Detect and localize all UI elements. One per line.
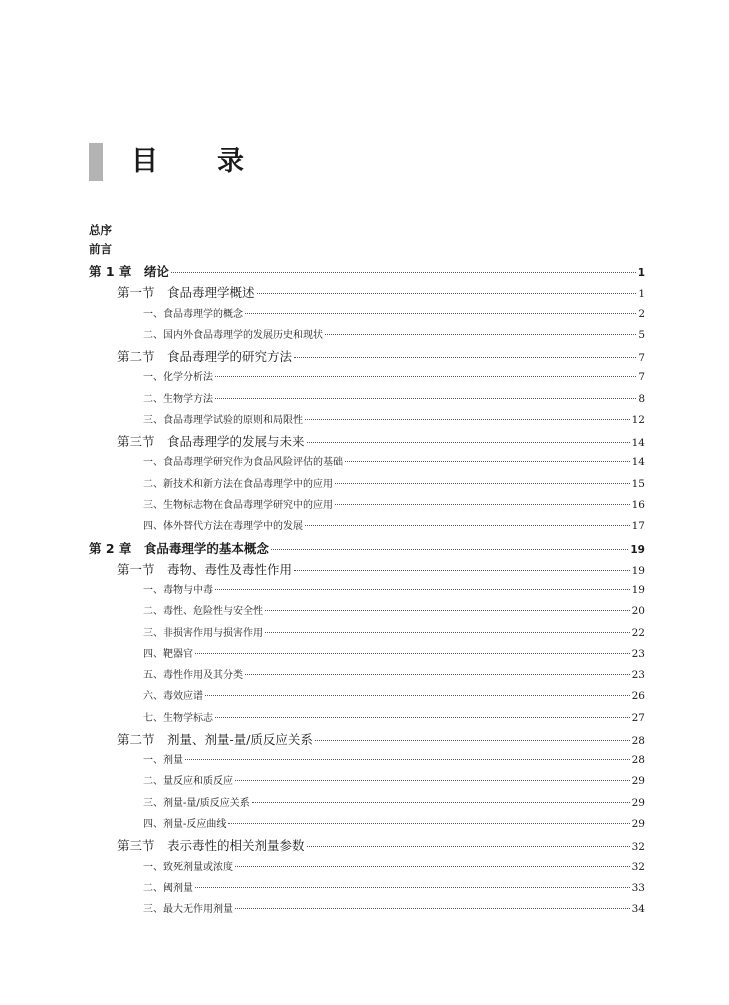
toc-section-entry[interactable] <box>117 836 645 854</box>
toc-entry-label: 一、致死剂量或浓度 <box>143 861 233 873</box>
toc-dot-leader <box>228 823 629 824</box>
toc-item-entry[interactable] <box>143 900 645 915</box>
toc-item-entry[interactable] <box>143 709 645 724</box>
toc-item-entry[interactable] <box>143 581 645 596</box>
toc-dot-leader <box>235 908 630 909</box>
toc-dot-leader <box>271 549 628 550</box>
toc-item-entry[interactable] <box>143 368 645 383</box>
toc-entry-label: 第二节 剂量、剂量-量/质反应关系 <box>117 731 313 747</box>
toc-dot-leader <box>171 272 636 273</box>
toc-page-number: 14 <box>631 437 645 450</box>
toc-heading <box>89 143 389 181</box>
toc-page-number: 20 <box>631 605 645 618</box>
toc-item-entry[interactable] <box>143 687 645 702</box>
toc-dot-leader <box>257 293 637 294</box>
toc-dot-leader <box>294 570 630 571</box>
toc-page-number: 33 <box>631 881 645 894</box>
toc-entry-label: 六、毒效应谱 <box>143 691 203 703</box>
toc-dot-leader <box>205 695 630 696</box>
toc-page-number: 14 <box>631 456 645 469</box>
toc-item-entry[interactable] <box>143 772 645 787</box>
toc-item-entry[interactable] <box>143 645 645 660</box>
heading-char-1: 目 <box>131 146 158 177</box>
toc-dot-leader <box>294 357 636 358</box>
toc-dot-leader <box>335 504 630 505</box>
toc-entry-label: 二、生物学方法 <box>143 393 213 405</box>
toc-dot-leader <box>185 759 630 760</box>
toc-item-entry[interactable] <box>143 326 645 341</box>
toc-entry-label: 二、阈剂量 <box>143 882 193 894</box>
toc-item-entry[interactable] <box>143 624 645 639</box>
toc-front-matter-label: 总序 <box>89 223 112 237</box>
toc-front-matter-label: 前言 <box>89 242 112 256</box>
toc-page-number: 7 <box>638 371 645 384</box>
toc-item-entry[interactable] <box>143 475 645 490</box>
toc-section-entry[interactable] <box>117 730 645 748</box>
toc-entry-label: 第 2 章 食品毒理学的基本概念 <box>89 540 269 556</box>
toc-page-number: 7 <box>638 352 645 365</box>
toc-page-number: 26 <box>631 690 645 703</box>
toc-entry-label: 第三节 食品毒理学的发展与未来 <box>117 434 305 450</box>
toc-page-number: 22 <box>631 626 645 639</box>
toc-dot-leader <box>252 802 630 803</box>
toc-item-entry[interactable] <box>143 815 645 830</box>
toc-entry-label: 二、新技术和新方法在食品毒理学中的应用 <box>143 478 333 490</box>
toc-page-number: 28 <box>631 734 645 747</box>
toc-item-entry[interactable] <box>143 411 645 426</box>
toc-section-entry[interactable] <box>117 283 645 301</box>
toc-page-number: 28 <box>631 754 645 767</box>
toc-entry-label: 第一节 毒物、毒性及毒性作用 <box>117 561 293 577</box>
toc-chapter-entry[interactable] <box>89 262 645 280</box>
toc-page-number: 15 <box>631 477 645 490</box>
toc-page-number: 12 <box>631 413 645 426</box>
toc-dot-leader <box>315 740 630 741</box>
toc-item-entry[interactable] <box>143 794 645 809</box>
toc-dot-leader <box>215 589 630 590</box>
toc-item-entry[interactable] <box>143 666 645 681</box>
toc-page-number: 1 <box>638 288 645 301</box>
toc-entry-label: 四、剂量-反应曲线 <box>143 819 227 831</box>
toc-page-number: 23 <box>631 669 645 682</box>
toc-page-number: 23 <box>631 647 645 660</box>
toc-page-number: 5 <box>638 328 645 341</box>
toc-dot-leader <box>307 846 630 847</box>
toc-item-entry[interactable] <box>143 390 645 405</box>
toc-entry-label: 三、剂量-量/质反应关系 <box>143 797 250 809</box>
toc-page-number: 32 <box>631 841 645 854</box>
toc-entry-label: 二、国内外食品毒理学的发展历史和现状 <box>143 329 323 341</box>
toc-dot-leader <box>265 610 630 611</box>
toc-entry-label: 三、最大无作用剂量 <box>143 904 233 916</box>
toc-entry-label: 一、化学分析法 <box>143 372 213 384</box>
heading-accent-bar <box>89 143 103 181</box>
toc-page-number: 19 <box>631 564 645 577</box>
toc-entry-label: 一、剂量 <box>143 755 183 767</box>
toc-page-number: 8 <box>638 392 645 405</box>
toc-item-entry[interactable] <box>143 453 645 468</box>
toc-page-number: 29 <box>631 796 645 809</box>
toc-entry-label: 第二节 食品毒理学的研究方法 <box>117 349 293 365</box>
toc-dot-leader <box>265 632 630 633</box>
toc-item-entry[interactable] <box>143 751 645 766</box>
toc-chapter-entry[interactable] <box>89 539 645 557</box>
toc-front-matter-item[interactable] <box>89 241 112 257</box>
toc-dot-leader <box>325 334 636 335</box>
toc-item-entry[interactable] <box>143 517 645 532</box>
toc-front-matter-item[interactable] <box>89 222 112 238</box>
toc-entry-label: 三、食品毒理学试验的原则和局限性 <box>143 414 303 426</box>
toc-page-number: 17 <box>631 520 645 533</box>
toc-dot-leader <box>245 674 630 675</box>
toc-entry-label: 第 1 章 绪论 <box>89 264 169 279</box>
toc-dot-leader <box>195 653 630 654</box>
toc-page-number: 16 <box>631 498 645 511</box>
toc-dot-leader <box>305 525 630 526</box>
toc-dot-leader <box>245 313 636 314</box>
toc-entry-label: 一、食品毒理学研究作为食品风险评估的基础 <box>143 457 343 469</box>
toc-entry-label: 第三节 表示毒性的相关剂量参数 <box>117 838 305 854</box>
toc-page-number: 32 <box>631 860 645 873</box>
toc-entry-label: 一、食品毒理学的概念 <box>143 308 243 320</box>
toc-entry-label: 五、毒性作用及其分类 <box>143 670 243 682</box>
toc-dot-leader <box>195 887 630 888</box>
toc-section-entry[interactable] <box>117 347 645 365</box>
toc-item-entry[interactable] <box>143 879 645 894</box>
toc-dot-leader <box>335 483 630 484</box>
toc-entry-label: 三、生物标志物在食品毒理学研究中的应用 <box>143 499 333 511</box>
toc-dot-leader <box>305 419 630 420</box>
toc-section-entry[interactable] <box>117 432 645 450</box>
toc-dot-leader <box>215 398 636 399</box>
toc-page-number: 34 <box>631 903 645 916</box>
toc-dot-leader <box>215 376 636 377</box>
toc-dot-leader <box>215 717 630 718</box>
toc-dot-leader <box>345 461 630 462</box>
heading-char-2: 录 <box>217 146 244 177</box>
toc-entry-label: 三、非损害作用与损害作用 <box>143 627 263 639</box>
toc-entry-label: 四、体外替代方法在毒理学中的发展 <box>143 521 303 533</box>
toc-dot-leader <box>235 780 630 781</box>
toc-entry-label: 七、生物学标志 <box>143 712 213 724</box>
toc-entry-label: 四、靶器官 <box>143 648 193 660</box>
toc-page-number: 19 <box>630 543 645 556</box>
toc-page-number: 27 <box>631 711 645 724</box>
toc-item-entry[interactable] <box>143 858 645 873</box>
toc-item-entry[interactable] <box>143 305 645 320</box>
toc-dot-leader <box>235 866 630 867</box>
toc-entry-label: 一、毒物与中毒 <box>143 585 213 597</box>
toc-page-number: 1 <box>637 267 645 279</box>
toc-dot-leader <box>307 442 630 443</box>
toc-entry-label: 二、毒性、危险性与安全性 <box>143 606 263 618</box>
toc-entry-label: 二、量反应和质反应 <box>143 776 233 788</box>
toc-page-number: 19 <box>631 584 645 597</box>
toc-page-number: 2 <box>638 307 645 320</box>
toc-page-number: 29 <box>631 775 645 788</box>
toc-page-number: 29 <box>631 818 645 831</box>
toc-item-entry[interactable] <box>143 496 645 511</box>
toc-item-entry[interactable] <box>143 602 645 617</box>
toc-entry-label: 第一节 食品毒理学概述 <box>117 285 255 301</box>
toc-section-entry[interactable] <box>117 560 645 578</box>
